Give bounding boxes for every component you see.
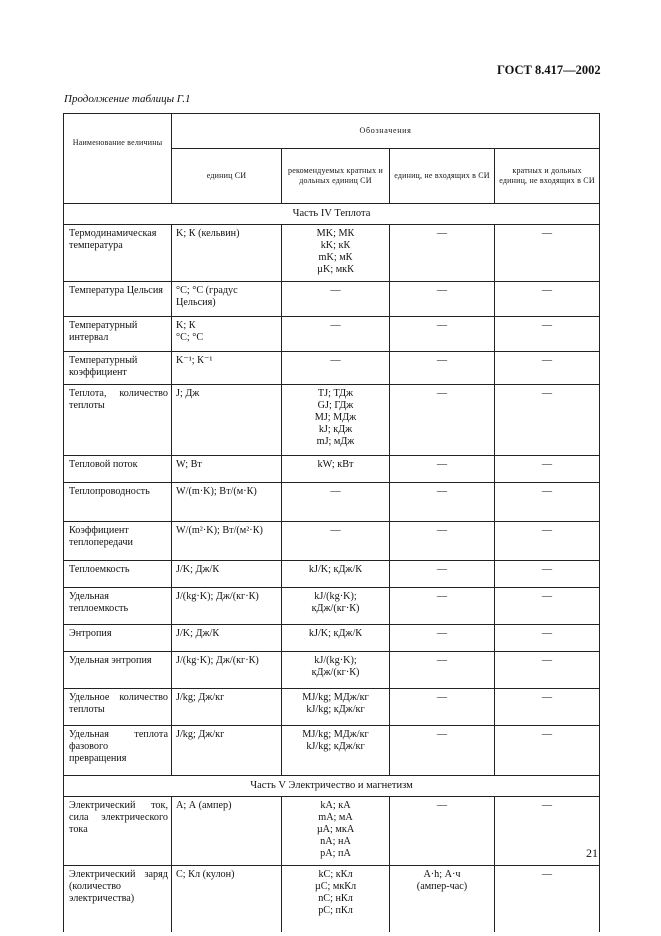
recommended-multiples bbox=[282, 726, 390, 776]
recommended-unit: µC; мкКл bbox=[314, 881, 357, 892]
recommended-unit: — bbox=[330, 525, 341, 536]
recommended-multiples bbox=[282, 282, 390, 317]
recommended-unit: kJ/K; кДж/К bbox=[308, 628, 363, 639]
non-si-unit: — bbox=[390, 689, 495, 726]
recommended-multiples bbox=[282, 797, 390, 866]
recommended-multiples bbox=[282, 561, 390, 588]
table-row bbox=[64, 317, 600, 352]
recommended-multiples bbox=[282, 225, 390, 282]
recommended-unit: kJ/kg; кДж/кг bbox=[306, 741, 365, 752]
non-si-multiples: — bbox=[495, 866, 600, 933]
recommended-unit: nC; нКл bbox=[318, 893, 353, 904]
table-row bbox=[64, 561, 600, 588]
section-row bbox=[64, 204, 600, 225]
non-si-multiples: — bbox=[495, 483, 600, 522]
si-unit: J/kg; Дж/кг bbox=[172, 689, 282, 726]
recommended-unit: pA; пА bbox=[320, 848, 351, 859]
recommended-unit: — bbox=[330, 355, 341, 366]
recommended-unit: TJ; ТДж bbox=[317, 388, 354, 399]
table-row bbox=[64, 456, 600, 483]
recommended-unit: kJ/(kg·K); bbox=[314, 591, 357, 602]
non-si-unit: — bbox=[390, 483, 495, 522]
si-unit: W/(m²·K); Вт/(м²·К) bbox=[172, 522, 282, 561]
recommended-unit: mA; мА bbox=[318, 812, 353, 823]
non-si-unit: — bbox=[390, 352, 495, 385]
recommended-unit: kJ; кДж bbox=[318, 424, 353, 435]
si-unit: °C; °С (градус Цельсия) bbox=[172, 282, 282, 317]
table-row bbox=[64, 689, 600, 726]
standard-number: ГОСТ 8.417—2002 bbox=[497, 63, 601, 77]
quantity-name: Удельное количество теплоты bbox=[64, 689, 172, 726]
quantity-name: Удельная энтропия bbox=[64, 652, 172, 689]
si-unit: J/(kg·K); Дж/(кг·К) bbox=[172, 588, 282, 625]
recommended-unit: kJ/kg; кДж/кг bbox=[306, 704, 365, 715]
recommended-unit: кДж/(кг·К) bbox=[311, 603, 360, 614]
non-si-unit: — bbox=[390, 282, 495, 317]
recommended-unit: µK; мкК bbox=[317, 264, 354, 275]
recommended-multiples bbox=[282, 689, 390, 726]
section-title: Часть IV Теплота bbox=[64, 204, 600, 225]
recommended-multiples bbox=[282, 483, 390, 522]
table-row bbox=[64, 522, 600, 561]
table-caption: Продолжение таблицы Г.1 bbox=[64, 93, 191, 105]
table-row bbox=[64, 282, 600, 317]
recommended-unit: MJ; МДж bbox=[314, 412, 357, 423]
quantity-name: Термодинамическая температура bbox=[64, 225, 172, 282]
recommended-unit: kJ/K; кДж/К bbox=[308, 564, 363, 575]
table-row bbox=[64, 588, 600, 625]
non-si-multiples: — bbox=[495, 588, 600, 625]
quantity-name: Коэффициент теплопередачи bbox=[64, 522, 172, 561]
non-si-unit: — bbox=[390, 588, 495, 625]
recommended-unit: — bbox=[330, 285, 341, 296]
recommended-unit: MJ/kg; МДж/кг bbox=[302, 692, 369, 703]
recommended-unit: nA; нА bbox=[320, 836, 351, 847]
non-si-unit: — bbox=[390, 625, 495, 652]
si-unit: A; А (ампер) bbox=[172, 797, 282, 866]
recommended-multiples bbox=[282, 522, 390, 561]
recommended-multiples bbox=[282, 385, 390, 456]
recommended-unit: — bbox=[330, 486, 341, 497]
recommended-multiples bbox=[282, 317, 390, 352]
non-si-multiples: — bbox=[495, 797, 600, 866]
si-unit: J/K; Дж/К bbox=[172, 561, 282, 588]
recommended-unit: pC; пКл bbox=[318, 905, 353, 916]
si-unit: W/(m·K); Вт/(м·К) bbox=[172, 483, 282, 522]
table-row bbox=[64, 625, 600, 652]
non-si-multiples: — bbox=[495, 726, 600, 776]
quantity-name: Теплоемкость bbox=[64, 561, 172, 588]
table-body bbox=[64, 204, 600, 933]
non-si-multiples: — bbox=[495, 385, 600, 456]
recommended-multiples bbox=[282, 866, 390, 933]
non-si-unit: — bbox=[390, 317, 495, 352]
table-row bbox=[64, 797, 600, 866]
quantity-name: Энтропия bbox=[64, 625, 172, 652]
section-row bbox=[64, 776, 600, 797]
quantity-name: Температурный коэффициент bbox=[64, 352, 172, 385]
recommended-unit: MK; МК bbox=[316, 228, 355, 239]
non-si-multiples: — bbox=[495, 689, 600, 726]
header-recommended-multiples: рекомендуемых кратных и дольных единиц СИ bbox=[282, 149, 390, 204]
page-number: 21 bbox=[586, 846, 598, 860]
si-unit: K⁻¹; К⁻¹ bbox=[172, 352, 282, 385]
recommended-unit: kK; кК bbox=[320, 240, 351, 251]
si-unit: J/kg; Дж/кг bbox=[172, 726, 282, 776]
non-si-unit: — bbox=[390, 225, 495, 282]
section-title: Часть V Электричество и магнетизм bbox=[64, 776, 600, 797]
quantity-name: Удельная теплоемкость bbox=[64, 588, 172, 625]
non-si-multiples: — bbox=[495, 456, 600, 483]
header-quantity: Наименование величины bbox=[64, 114, 172, 204]
non-si-unit: — bbox=[390, 726, 495, 776]
recommended-multiples bbox=[282, 352, 390, 385]
header-non-si-units: единиц, не входящих в СИ bbox=[390, 149, 495, 204]
header-designations: Обозначения bbox=[172, 114, 600, 149]
non-si-multiples: — bbox=[495, 522, 600, 561]
recommended-unit: — bbox=[330, 320, 341, 331]
si-unit: K; К °C; °С bbox=[172, 317, 282, 352]
non-si-multiples: — bbox=[495, 625, 600, 652]
recommended-multiples bbox=[282, 652, 390, 689]
recommended-unit: GJ; ГДж bbox=[317, 400, 354, 411]
si-unit: J/K; Дж/К bbox=[172, 625, 282, 652]
table-row bbox=[64, 385, 600, 456]
recommended-unit: mK; мК bbox=[318, 252, 353, 263]
non-si-multiples: — bbox=[495, 561, 600, 588]
si-unit: W; Вт bbox=[172, 456, 282, 483]
recommended-multiples bbox=[282, 625, 390, 652]
non-si-multiples: — bbox=[495, 652, 600, 689]
si-unit: C; Кл (кулон) bbox=[172, 866, 282, 933]
quantity-name: Теплопроводность bbox=[64, 483, 172, 522]
quantity-name: Температурный интервал bbox=[64, 317, 172, 352]
quantity-name: Тепловой поток bbox=[64, 456, 172, 483]
si-unit: K; К (кельвин) bbox=[172, 225, 282, 282]
recommended-unit: kA; кА bbox=[320, 800, 351, 811]
recommended-unit: kW; кВт bbox=[317, 459, 354, 470]
non-si-unit: — bbox=[390, 561, 495, 588]
quantity-name: Электрический заряд (количество электричества) bbox=[64, 866, 172, 933]
recommended-unit: кДж/(кг·К) bbox=[311, 667, 360, 678]
recommended-multiples bbox=[282, 588, 390, 625]
non-si-unit: — bbox=[390, 522, 495, 561]
table-row bbox=[64, 866, 600, 933]
non-si-unit: — bbox=[390, 456, 495, 483]
table-row bbox=[64, 726, 600, 776]
non-si-multiples: — bbox=[495, 282, 600, 317]
quantity-name: Теплота, количество теплоты bbox=[64, 385, 172, 456]
recommended-multiples bbox=[282, 456, 390, 483]
non-si-unit: — bbox=[390, 797, 495, 866]
recommended-unit: kJ/(kg·K); bbox=[314, 655, 357, 666]
quantity-name: Температура Цельсия bbox=[64, 282, 172, 317]
table-row bbox=[64, 652, 600, 689]
non-si-unit: — bbox=[390, 652, 495, 689]
header-non-si-multiples: кратных и дольных единиц, не входящих в СИ bbox=[495, 149, 600, 204]
quantity-name: Удельная теплота фазового превращения bbox=[64, 726, 172, 776]
table-row bbox=[64, 352, 600, 385]
recommended-unit: MJ/kg; МДж/кг bbox=[302, 729, 369, 740]
non-si-unit: — bbox=[390, 385, 495, 456]
units-table bbox=[63, 113, 600, 932]
table-row bbox=[64, 483, 600, 522]
quantity-name: Электрический ток, сила электрического тока bbox=[64, 797, 172, 866]
si-unit: J/(kg·K); Дж/(кг·К) bbox=[172, 652, 282, 689]
recommended-unit: µA; мкА bbox=[316, 824, 355, 835]
recommended-unit: kC; кКл bbox=[318, 869, 353, 880]
non-si-multiples: — bbox=[495, 317, 600, 352]
recommended-unit: mJ; мДж bbox=[316, 436, 355, 447]
table-row bbox=[64, 225, 600, 282]
non-si-multiples: — bbox=[495, 225, 600, 282]
si-unit: J; Дж bbox=[172, 385, 282, 456]
non-si-unit: A·h; А·ч (ампер-час) bbox=[390, 866, 495, 933]
non-si-multiples: — bbox=[495, 352, 600, 385]
header-si-units: единиц СИ bbox=[172, 149, 282, 204]
